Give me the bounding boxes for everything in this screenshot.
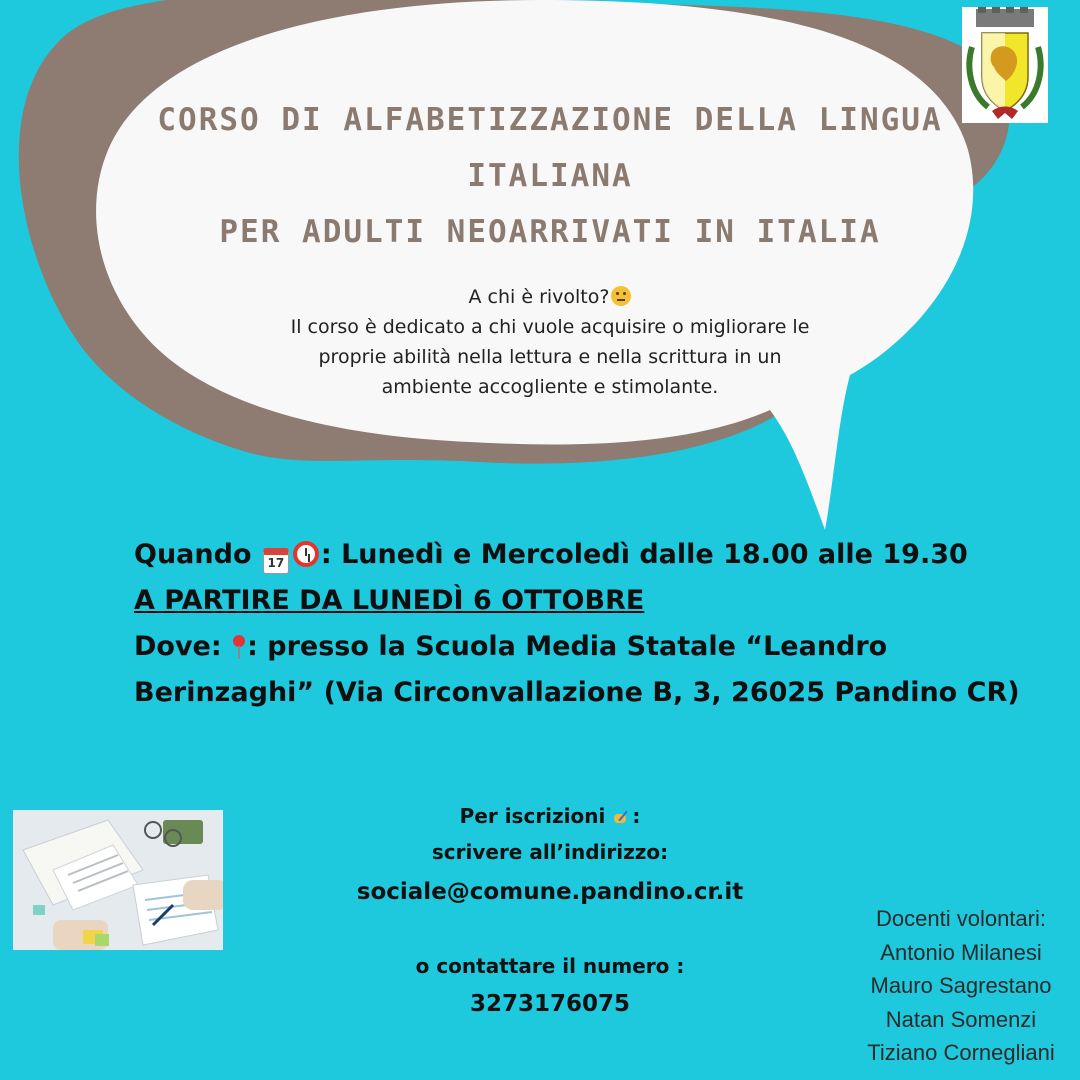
contact-label-line: [300, 798, 800, 834]
writing-hand-icon: [612, 810, 632, 824]
when-row: [134, 532, 1054, 578]
intro-question: A chi è rivolto?: [468, 286, 610, 308]
alarm-clock-icon: [293, 541, 319, 567]
where-label: Dove:: [134, 631, 222, 662]
spacer: [300, 914, 800, 948]
teachers-heading: Docenti volontari:: [876, 906, 1046, 931]
intro-text: [210, 282, 890, 402]
teachers-list: [845, 902, 1077, 1070]
pin-icon: [233, 635, 245, 659]
where-row-2: Berinzaghi” (Via Circonvallazione B, 3, 26025 Pandino CR): [134, 677, 1020, 708]
intro-line-2: proprie abilità nella lettura e nella scrittura in un: [318, 346, 782, 368]
study-photo: [13, 810, 223, 950]
study-photo-illustration: [13, 810, 223, 950]
title-line-2: ITALIANA: [467, 158, 633, 194]
contact-section: [300, 798, 800, 1024]
where-row: [134, 624, 1054, 670]
when-text: : Lunedì e Mercoledì dalle 18.00 alle 19.30: [320, 539, 968, 570]
teacher-name: Tiziano Cornegliani: [867, 1040, 1055, 1065]
title-line-1: CORSO DI ALFABETIZZAZIONE DELLA LINGUA: [157, 102, 943, 138]
when-label: Quando: [134, 539, 252, 570]
contact-email[interactable]: sociale@comune.pandino.cr.it: [356, 879, 744, 905]
intro-line-3: ambiente accogliente e stimolante.: [381, 376, 719, 398]
teacher-name: Antonio Milanesi: [880, 939, 1042, 965]
municipal-crest-logo: [962, 7, 1048, 123]
thinking-face-icon: [611, 286, 631, 306]
title-line-3: PER ADULTI NEOARRIVATI IN ITALIA: [219, 214, 881, 250]
intro-line-1: Il corso è dedicato a chi vuole acquisire o migliorare le: [290, 316, 810, 338]
teacher-name: Mauro Sagrestano: [870, 973, 1052, 998]
contact-label: Per iscrizioni: [459, 804, 606, 828]
where-text: : presso la Scuola Media Statale “Leandro: [247, 631, 888, 662]
intro-question-line: [210, 282, 890, 312]
teacher-name: Natan Somenzi: [885, 1006, 1037, 1032]
or-call-text: o contattare il numero :: [415, 954, 685, 978]
crest-icon: [962, 7, 1048, 123]
schedule-info: [134, 532, 1054, 716]
calendar-icon: 17: [263, 548, 289, 574]
write-to-text: scrivere all’indirizzo:: [431, 840, 669, 864]
start-date: A PARTIRE DA LUNEDÌ 6 OTTOBRE: [134, 585, 645, 616]
contact-phone[interactable]: 3273176075: [469, 991, 631, 1017]
course-title: [120, 92, 980, 260]
contact-label-suffix: :: [632, 804, 641, 828]
